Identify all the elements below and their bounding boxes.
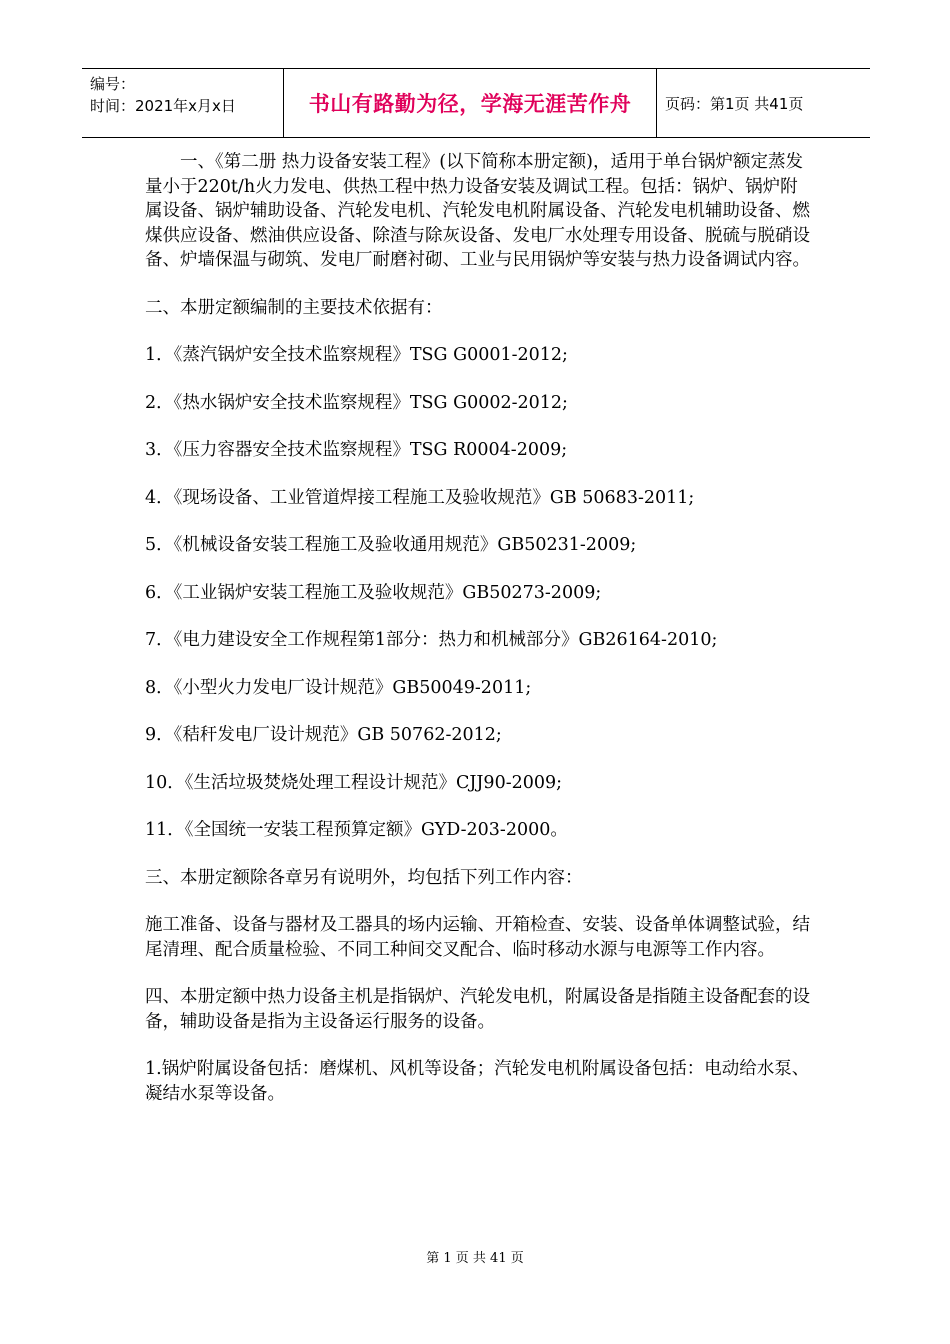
header-page-info: 页码：第1页 共41页 xyxy=(665,94,804,113)
document-number-label: 编号： xyxy=(90,75,136,93)
page-footer: 第 1 页 共 41 页 xyxy=(426,1251,524,1266)
document-date-label: 时间：2021年x月x日 xyxy=(90,97,236,115)
paragraph: 四、本册定额中热力设备主机是指锅炉、汽轮发电机，附属设备是指随主设备配套的设备，辅助设备是指为主设备运行服务的设备。 xyxy=(145,987,810,1032)
header-meta xyxy=(90,73,280,117)
header-motto: 书山有路勤为径，学海无涯苦作舟 xyxy=(308,92,632,116)
list-item: 6．《工业锅炉安装工程施工及验收规范》GB50273-2009; xyxy=(145,582,602,603)
list-item: 11．《全国统一安装工程预算定额》GYD-203-2000。 xyxy=(145,820,568,840)
list-item: 3．《压力容器安全技术监察规程》TSG R0004-2009; xyxy=(145,440,568,460)
page-header xyxy=(82,68,870,138)
list-item: 4．《现场设备、工业管道焊接工程施工及验收规范》GB 50683-2011; xyxy=(145,487,695,508)
paragraph: 施工准备、设备与器材及工器具的场内运输、开箱检查、安装、设备单体调整试验，结尾清理、配合质量检验、不同工种间交叉配合、临时移动水源与电源等工作内容。 xyxy=(145,915,810,960)
list-item: 9．《秸秆发电厂设计规范》GB 50762-2012; xyxy=(145,725,502,745)
paragraph-heading: 三、本册定额除各章另有说明外，均包括下列工作内容： xyxy=(145,867,583,888)
document-body xyxy=(145,150,810,1129)
list-item: 2．《热水锅炉安全技术监察规程》TSG G0002-2012; xyxy=(145,392,568,413)
list-item: 5．《机械设备安装工程施工及验收通用规范》GB50231-2009; xyxy=(145,535,637,555)
list-item: 8．《小型火力发电厂设计规范》GB50049-2011; xyxy=(145,677,532,698)
list-item: 1．《蒸汽锅炉安全技术监察规程》TSG G0001-2012; xyxy=(145,345,568,365)
list-item: 7．《电力建设安全工作规程第1部分：热力和机械部分》GB26164-2010; xyxy=(145,630,718,650)
list-item: 10．《生活垃圾焚烧处理工程设计规范》CJJ90-2009; xyxy=(145,772,563,793)
paragraph-scope: 一、《第二册 热力设备安装工程》(以下简称本册定额)，适用于单台锅炉额定蒸发量小于220t/h火力发电、供热工程中热力设备安装及调试工程。包括：锅炉、锅炉附属设备、锅炉辅助设备、汽轮发电机、汽轮发电机附属设备、汽轮发电机辅助设备、燃煤供应设备、燃油供应设备、除渣与除灰设备、发电厂水处理专用设备、脱硫与脱硝设备、炉墙保温与砌筑、发电厂耐磨衬砌、工业与民用锅炉等安装与热力设备调试内容。 xyxy=(145,152,810,270)
paragraph: 1.锅炉附属设备包括：磨煤机、风机等设备；汽轮发电机附属设备包括：电动给水泵、凝结水泵等设备。 xyxy=(145,1059,810,1104)
paragraph-heading: 二、本册定额编制的主要技术依据有： xyxy=(145,297,443,318)
